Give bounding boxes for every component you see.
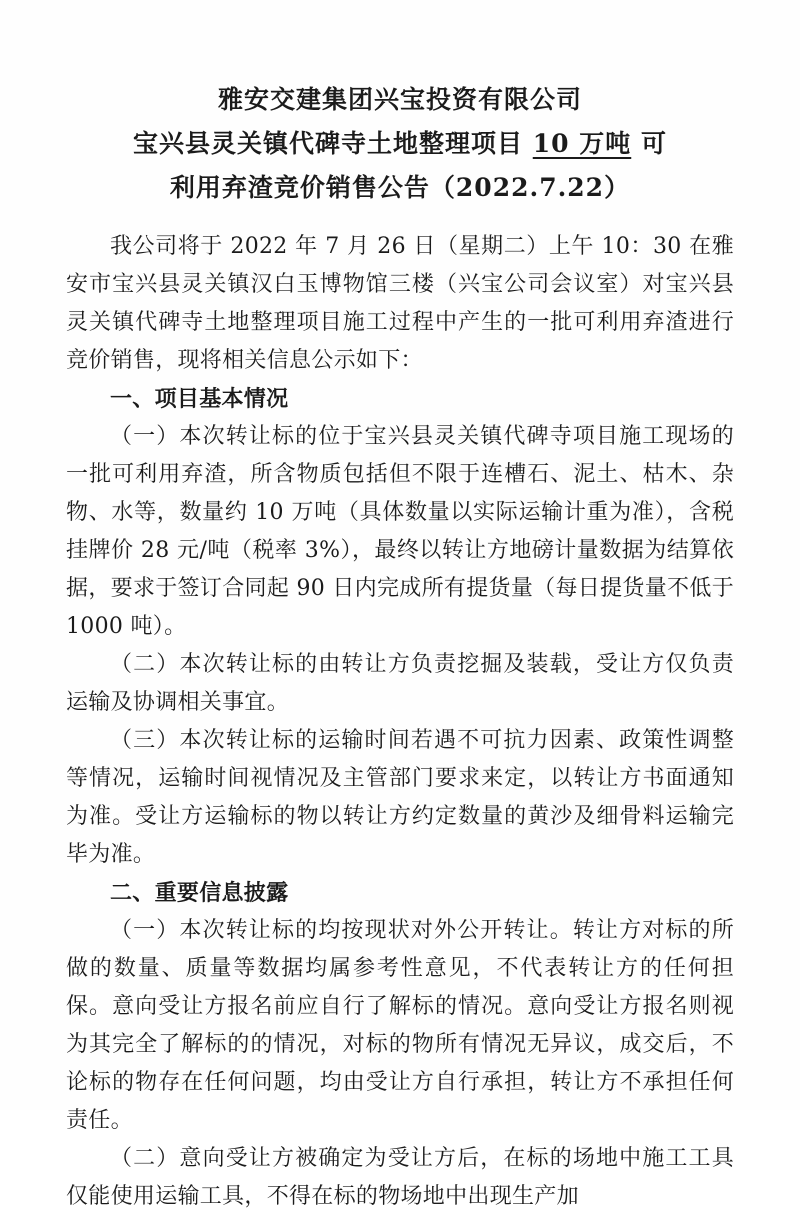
title-line-2-before: 宝兴县灵关镇代碑寺土地整理项目 xyxy=(133,129,524,158)
title-line-2-after: 可 xyxy=(640,129,667,158)
title-line-2 xyxy=(66,122,734,166)
title-line-1: 雅安交建集团兴宝投资有限公司 xyxy=(217,85,582,114)
document-body xyxy=(66,228,734,1216)
document-title xyxy=(66,78,734,210)
paragraph-opening: 我公司将于 2022 年 7 月 26 日（星期二）上午 10：30 在雅安市宝兴县灵关镇汉白玉博物馆三楼（兴宝公司会议室）对宝兴县灵关镇代碑寺土地整理项目施工过程中产生的一批可利用弃渣进行竞价销售，现将相关信息公示如下： xyxy=(66,234,734,373)
section-heading-1: 一、项目基本情况 xyxy=(110,386,289,412)
paragraph-2-1: （一）本次转让标的均按现状对外公开转让。转让方对标的所做的数量、质量等数据均属参考性意见，不代表转让方的任何担保。意向受让方报名前应自行了解标的情况。意向受让方报名则视为其完全了解标的的情况，对标的物所有情况无异议，成交后，不论标的物存在任何问题，均由受让方自行承担，转让方不承担任何责任。 xyxy=(66,918,734,1133)
paragraph-1-2: （二）本次转让标的由转让方负责挖掘及装载，受让方仅负责运输及协调相关事宜。 xyxy=(66,652,734,715)
section-heading-2: 二、重要信息披露 xyxy=(110,880,289,906)
title-line-3: 利用弃渣竞价销售公告（2022.7.22） xyxy=(169,173,631,202)
paragraph-1-1: （一）本次转让标的位于宝兴县灵关镇代碑寺项目施工现场的一批可利用弃渣，所含物质包括但不限于连槽石、泥土、枯木、杂物、水等，数量约 10 万吨（具体数量以实际运输计重为准），含税挂牌价 28 元/吨（税率 3%），最终以转让方地磅计量数据为结算依据，要求于签订合同起 90 日内完成所有提货量（每日提货量不低于 1000 吨）。 xyxy=(66,424,734,639)
paragraph-1-3: （三）本次转让标的运输时间若遇不可抗力因素、政策性调整等情况，运输时间视情况及主管部门要求来定，以转让方书面通知为准。受让方运输标的物以转让方约定数量的黄沙及细骨料运输完毕为准。 xyxy=(66,728,734,867)
paragraph-2-2: （二）意向受让方被确定为受让方后，在标的场地中施工工具仅能使用运输工具，不得在标的物场地中出现生产加 xyxy=(66,1146,734,1209)
title-line-2-underlined: 10 万吨 xyxy=(532,129,632,158)
